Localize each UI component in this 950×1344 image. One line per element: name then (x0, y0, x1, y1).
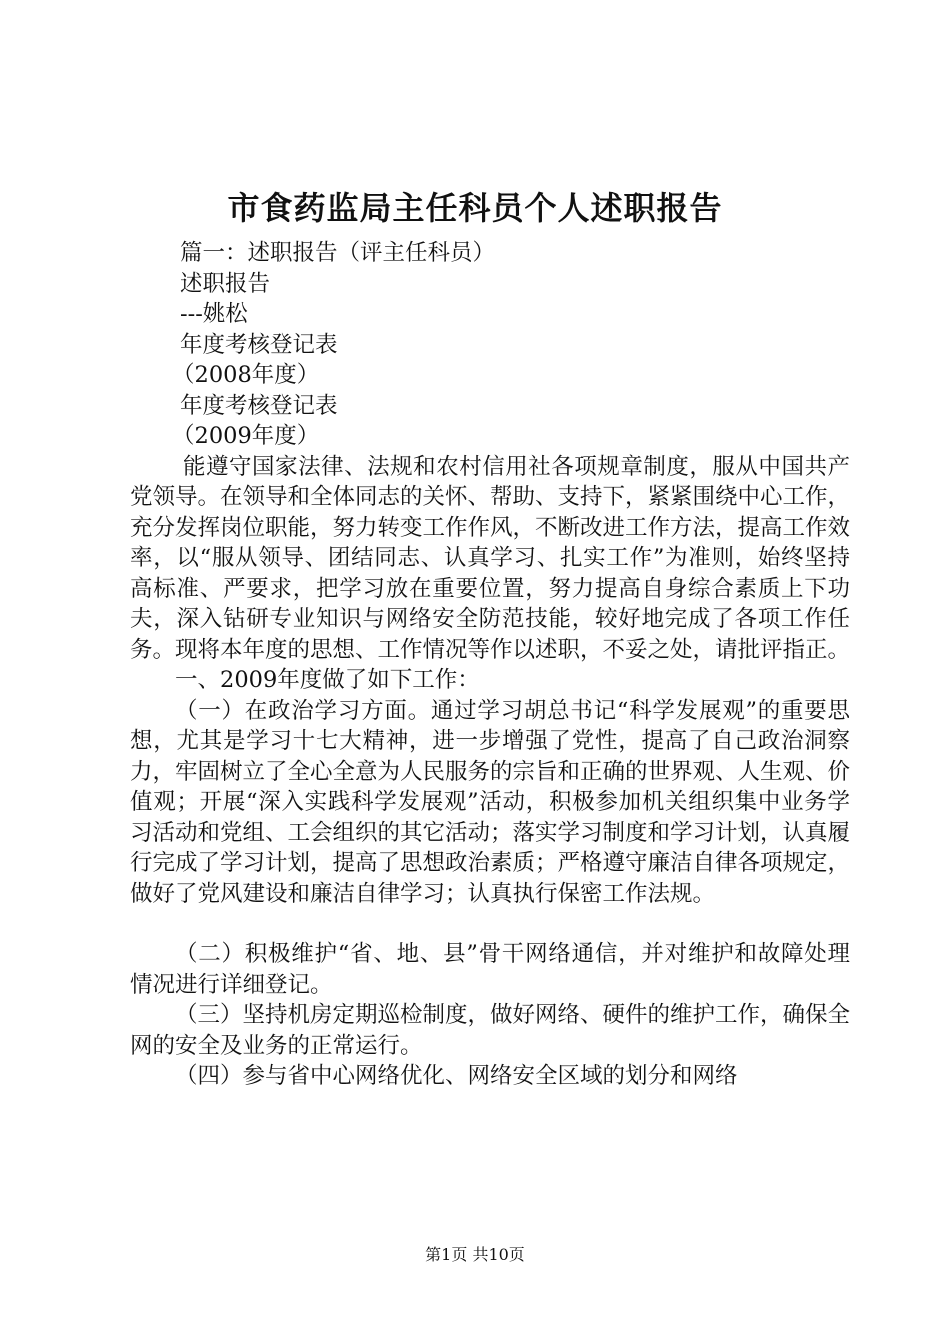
paragraph-gap (130, 909, 850, 939)
year-line: （2008年度） (172, 362, 320, 388)
work-item-2: （二）积极维护“省、地、县”骨干网络通信，并对维护和故障处理情况进行详细登记。 (130, 941, 850, 998)
year-line: （2009年度） (172, 423, 320, 449)
document-body (130, 238, 850, 1092)
intro-paragraph: 能遵守国家法律、法规和农村信用社各项规章制度，服从中国共产党领导。在领导和全体同志的关怀、帮助、支持下，紧紧围绕中心工作，充分发挥岗位职能，努力转变工作作风，不断改进工作方法，提高工作效率，以“服从领导、团结同志、认真学习、扎实工作”为准则，始终坚持高标准、严要求，把学习放在重要位置，努力提高自身综合素质上下功夫，深入钻研专业知识与网络安全防范技能，较好地完成了各项工作任务。现将本年度的思想、工作情况等作以述职，不妥之处，请批评指正。 (130, 453, 851, 663)
report-title-line: 述职报告 (180, 270, 271, 297)
section-heading-1: 一、2009年度做了如下工作： (175, 667, 480, 693)
section-heading: 篇一：述职报告（评主任科员） (180, 240, 496, 266)
page-footer: 第1页 共10页 (425, 1245, 525, 1264)
work-item-3: （三）坚持机房定期巡检制度，做好网络、硬件的维护工作，确保全网的安全及业务的正常运行。 (130, 1002, 851, 1059)
document-title: 市食药监局主任科员个人述职报告 (227, 189, 723, 227)
form-title-line: 年度考核登记表 (180, 392, 338, 419)
work-item-1: （一）在政治学习方面。通过学习胡总书记“科学发展观”的重要思想，尤其是学习十七大精神，进一步增强了党性，提高了自己政治洞察力，牢固树立了全心全意为人民服务的宗旨和正确的世界观、人生观、价值观；开展“深入实践科学发展观”活动，积极参加机关组织集中业务学习活动和党组、工会组织的其它活动；落实学习制度和学习计划，认真履行完成了学习计划，提高了思想政治素质；严格遵守廉洁自律各项规定，做好了党风建设和廉洁自律学习；认真执行保密工作法规。 (130, 697, 851, 907)
work-item-4: （四）参与省中心网络优化、网络安全区域的划分和网络 (175, 1063, 738, 1089)
author-line: ---姚松 (180, 301, 248, 327)
form-title-line: 年度考核登记表 (180, 331, 338, 358)
